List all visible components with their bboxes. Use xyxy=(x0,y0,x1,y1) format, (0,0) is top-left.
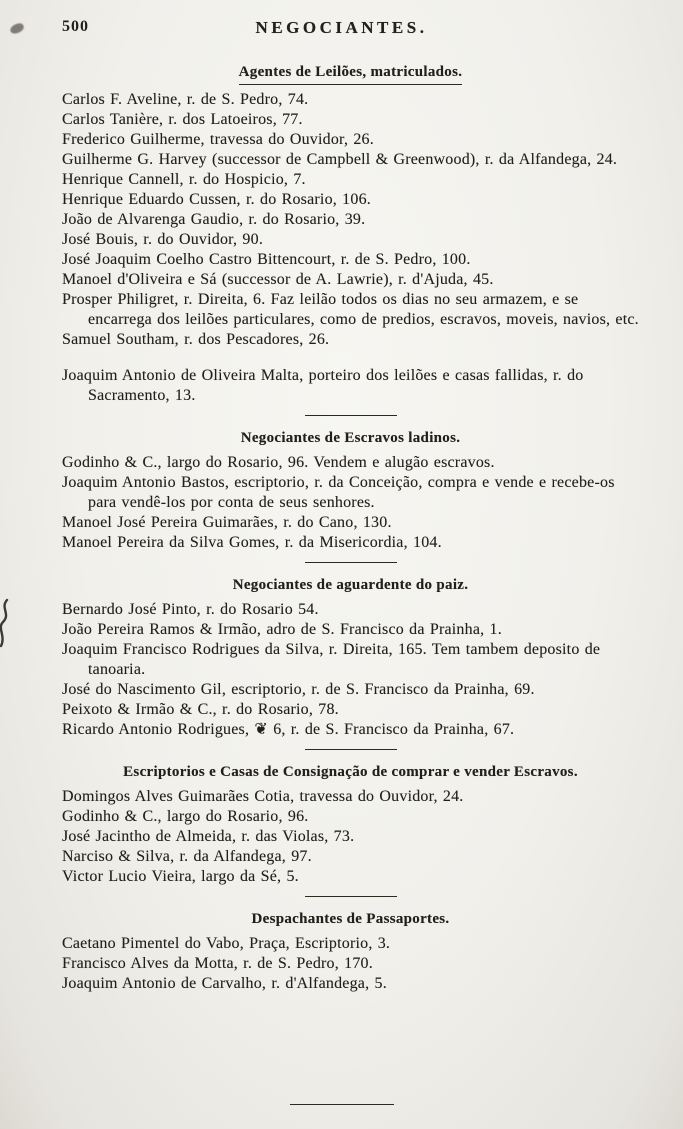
directory-entry: Carlos Tanière, r. dos Latoeiros, 77. xyxy=(62,111,303,128)
section-divider xyxy=(305,749,397,750)
directory-entry: Guilherme G. Harvey (successor de Campbell & Greenwood), r. da Alfandega, 24. xyxy=(62,151,618,168)
section-heading: Escriptorios e Casas de Consignação de comprar e vender Escravos. xyxy=(123,764,578,780)
directory-entry: José Jacintho de Almeida, r. das Violas, 73. xyxy=(62,828,355,845)
directory-entry: Francisco Alves da Motta, r. de S. Pedro, 170. xyxy=(62,955,373,972)
section-divider xyxy=(305,562,397,563)
section-divider xyxy=(305,896,397,897)
directory-entry: João de Alvarenga Gaudio, r. do Rosario, 39. xyxy=(62,211,366,228)
directory-entry: Godinho & C., largo do Rosario, 96. xyxy=(62,808,309,825)
directory-entry: José Bouis, r. do Ouvidor, 90. xyxy=(62,231,264,248)
directory-section xyxy=(62,762,639,887)
directory-entry: Joaquim Francisco Rodrigues da Silva, r. Direita, 165. Tem tambem deposito de tanoaria. xyxy=(62,641,601,678)
directory-entry: Godinho & C., largo do Rosario, 96. Vendem e alugão escravos. xyxy=(62,454,495,471)
ink-blot-artifact xyxy=(0,598,15,650)
directory-section xyxy=(62,909,639,994)
directory-entry: Carlos F. Aveline, r. de S. Pedro, 74. xyxy=(62,91,309,108)
directory-entry: Henrique Eduardo Cussen, r. do Rosario, 106. xyxy=(62,191,371,208)
directory-entry: Manoel José Pereira Guimarães, r. do Cano, 130. xyxy=(62,514,392,531)
section-heading: Negociantes de aguardente do paiz. xyxy=(232,577,469,593)
directory-section xyxy=(62,428,639,553)
section-heading: Negociantes de Escravos ladinos. xyxy=(240,430,461,446)
directory-section xyxy=(62,62,639,350)
directory-entry: José do Nascimento Gil, escriptorio, r. de S. Francisco da Prainha, 69. xyxy=(62,681,535,698)
section-divider xyxy=(305,415,397,416)
directory-entry: Henrique Cannell, r. do Hospicio, 7. xyxy=(62,171,306,188)
directory-entry: Ricardo Antonio Rodrigues, ❦ 6, r. de S. Francisco da Prainha, 67. xyxy=(62,721,515,738)
directory-entry: Peixoto & Irmão & C., r. do Rosario, 78. xyxy=(62,701,339,718)
directory-entry: Domingos Alves Guimarães Cotia, travessa do Ouvidor, 24. xyxy=(62,788,464,805)
section-heading: Despachantes de Passaportes. xyxy=(251,911,450,927)
page-number: 500 xyxy=(62,18,89,35)
directory-entry: Frederico Guilherme, travessa do Ouvidor, 26. xyxy=(62,131,374,148)
directory-entry: Joaquim Antonio de Oliveira Malta, porteiro dos leilões e casas fallidas, r. do Sacramento, 13. xyxy=(62,367,584,404)
page-bottom-rule xyxy=(290,1104,394,1105)
running-title: NEGOCIANTES. xyxy=(255,18,428,37)
directory-entry: Manoel Pereira da Silva Gomes, r. da Misericordia, 104. xyxy=(62,534,442,551)
page-header xyxy=(0,0,683,46)
directory-entry: Caetano Pimentel do Vabo, Praça, Escriptorio, 3. xyxy=(62,935,391,952)
directory-entry: Bernardo José Pinto, r. do Rosario 54. xyxy=(62,601,319,618)
directory-section xyxy=(62,575,639,740)
directory-entry: Prosper Philigret, r. Direita, 6. Faz leilão todos os dias no seu armazem, e se encarrega dos leilões particulares, como de predios, escravos, moveis, navios, etc. xyxy=(62,291,639,328)
directory-entry: Narciso & Silva, r. da Alfandega, 97. xyxy=(62,848,312,865)
directory-section xyxy=(62,366,639,406)
directory-content xyxy=(0,46,683,994)
directory-entry: Manoel d'Oliveira e Sá (successor de A. Lawrie), r. d'Ajuda, 45. xyxy=(62,271,494,288)
directory-entry: Victor Lucio Vieira, largo da Sé, 5. xyxy=(62,868,299,885)
directory-entry: Joaquim Antonio de Carvalho, r. d'Alfandega, 5. xyxy=(62,975,387,992)
section-heading: Agentes de Leilões, matriculados. xyxy=(239,62,463,85)
directory-entry: Joaquim Antonio Bastos, escriptorio, r. da Conceição, compra e vende e recebe-os para vendê-los por conta de seus senhores. xyxy=(62,474,615,511)
directory-entry: Samuel Southam, r. dos Pescadores, 26. xyxy=(62,331,330,348)
directory-entry: José Joaquim Coelho Castro Bittencourt, r. de S. Pedro, 100. xyxy=(62,251,471,268)
directory-entry: João Pereira Ramos & Irmão, adro de S. Francisco da Prainha, 1. xyxy=(62,621,502,638)
